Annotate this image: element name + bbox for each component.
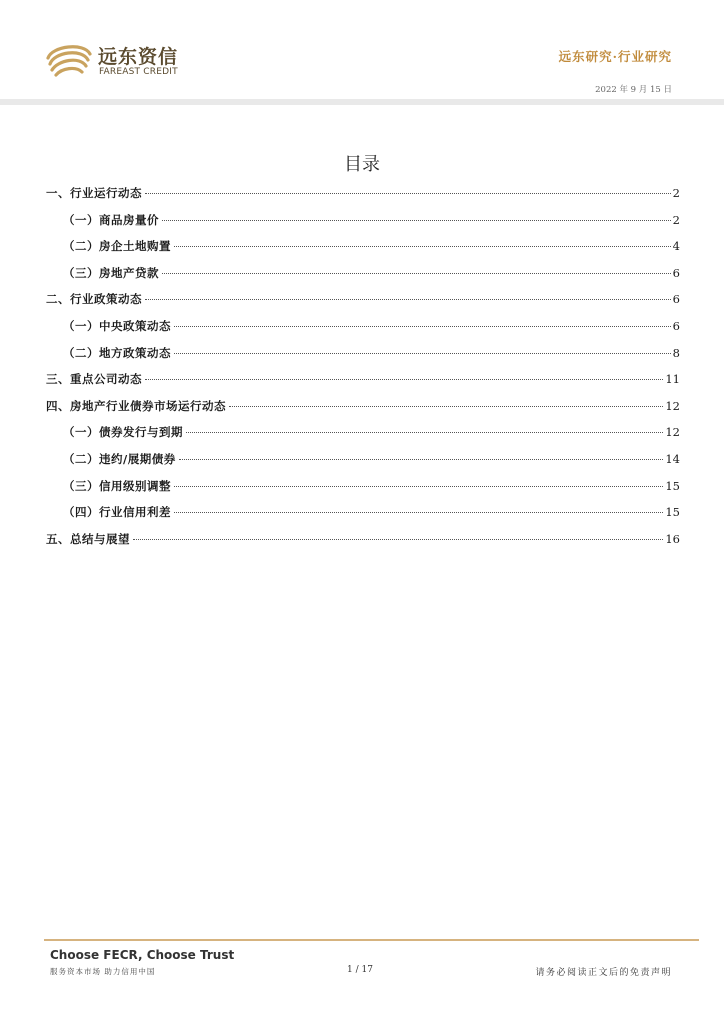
toc-leader-dots [162, 220, 671, 221]
toc-entry-page: 11 [665, 372, 680, 387]
toc-leader-dots [174, 353, 671, 354]
toc-leader-dots [179, 459, 664, 460]
logo-chinese-name: 远东资信 [98, 46, 179, 68]
toc-leader-dots [174, 486, 663, 487]
footer-divider [44, 939, 699, 941]
toc-title: 目录 [344, 154, 380, 175]
toc-entry-label: （二）违约/展期债券 [63, 451, 176, 466]
toc-leader-dots [145, 379, 663, 380]
toc-entry-label: （二）房企土地购置 [63, 239, 171, 254]
toc-entry[interactable] [46, 180, 680, 207]
toc-entry-page: 2 [672, 186, 680, 200]
header-divider [0, 99, 724, 105]
toc-entry[interactable] [46, 313, 680, 340]
toc-leader-dots [133, 539, 663, 540]
toc-leader-dots [174, 326, 671, 327]
footer-slogan: Choose FECR, Choose Trust [50, 948, 235, 962]
toc-entry[interactable] [46, 260, 680, 287]
toc-leader-dots [162, 273, 671, 274]
toc-entry-page: 8 [672, 345, 680, 360]
toc-entry[interactable] [46, 207, 680, 234]
footer-motto: 服务资本市场 助力信用中国 [50, 967, 156, 976]
page-indicator: 1 / 17 [347, 965, 373, 975]
toc-entry-label: （一）商品房量价 [63, 212, 159, 227]
toc-entry-label: 二、行业政策动态 [46, 292, 142, 307]
toc-entry[interactable] [46, 366, 680, 393]
toc-leader-dots [229, 406, 663, 407]
toc-entry-page: 4 [672, 239, 680, 254]
toc-entry-page: 15 [665, 478, 680, 493]
toc-entry[interactable] [46, 419, 680, 446]
toc-entry[interactable] [46, 473, 680, 500]
toc-entry-page: 6 [672, 292, 680, 307]
fareast-credit-logo [44, 40, 194, 84]
toc-entry-page: 16 [665, 531, 680, 546]
toc-entry[interactable] [46, 286, 680, 313]
toc-leader-dots [186, 432, 663, 433]
toc-leader-dots [174, 246, 671, 247]
toc-leader-dots [145, 193, 671, 194]
toc-entry[interactable] [46, 340, 680, 367]
toc-entry-page: 14 [665, 451, 680, 466]
toc-entry-page: 15 [665, 505, 680, 520]
toc-entry-page: 2 [672, 212, 680, 227]
toc-entry[interactable] [46, 526, 680, 553]
toc-entry[interactable] [46, 393, 680, 420]
toc-entry-label: （二）地方政策动态 [63, 345, 171, 360]
logo-english-name: FAREAST CREDIT [99, 67, 178, 77]
toc-entry-page: 6 [672, 265, 680, 280]
toc-entry-label: （一）债券发行与到期 [63, 425, 183, 440]
toc-leader-dots [174, 512, 663, 513]
table-of-contents [46, 180, 680, 552]
footer-disclaimer: 请务必阅读正文后的免责声明 [535, 968, 672, 978]
fareast-credit-logo-icon [44, 40, 94, 80]
toc-entry-label: （四）行业信用利差 [63, 505, 171, 520]
toc-entry-label: 五、总结与展望 [46, 531, 130, 546]
toc-leader-dots [145, 299, 671, 300]
toc-entry-label: （一）中央政策动态 [63, 318, 171, 333]
toc-entry-page: 6 [672, 318, 680, 333]
toc-entry-label: 三、重点公司动态 [46, 372, 142, 387]
report-date: 2022 年 9 月 15 日 [595, 85, 672, 95]
toc-entry-page: 12 [665, 425, 680, 440]
report-section-label: 远东研究·行业研究 [558, 49, 672, 64]
toc-entry[interactable] [46, 499, 680, 526]
toc-entry-page: 12 [665, 398, 680, 413]
toc-entry-label: 一、行业运行动态 [46, 186, 142, 200]
toc-entry-label: 四、房地产行业债券市场运行动态 [46, 398, 226, 413]
toc-entry-label: （三）房地产贷款 [63, 265, 159, 280]
toc-entry[interactable] [46, 446, 680, 473]
toc-entry[interactable] [46, 233, 680, 260]
toc-entry-label: （三）信用级别调整 [63, 478, 171, 493]
